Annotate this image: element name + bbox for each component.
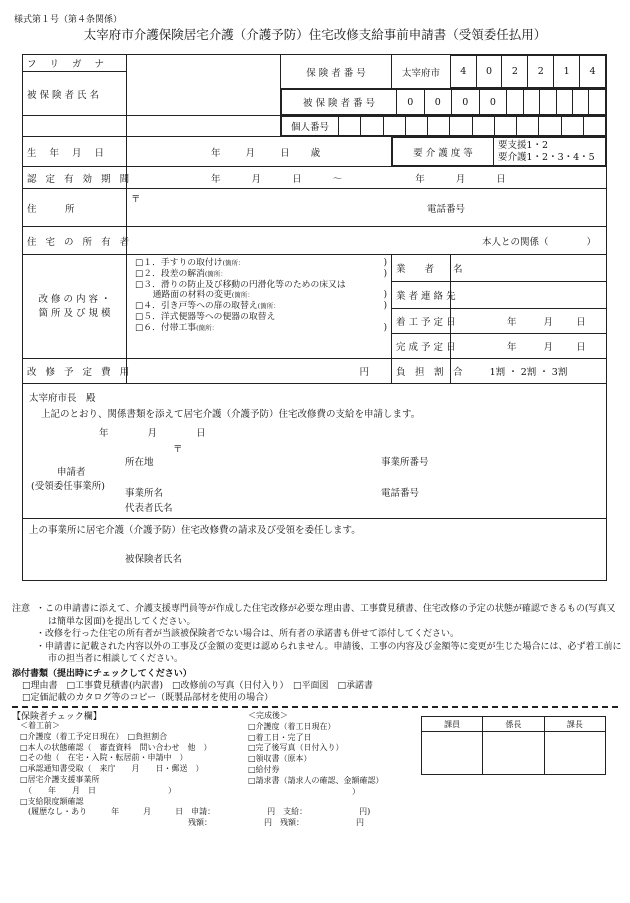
attachments-line-2[interactable]: □定価記載のカタログ等のコピー（既製品部材を使用の場合） (22, 693, 274, 703)
validity-field[interactable]: 年 月 日 〜 年 月 日 (127, 167, 607, 189)
contractor-contact-field[interactable] (451, 282, 607, 309)
notes-section (12, 603, 622, 666)
stamp-box[interactable] (544, 732, 605, 775)
notes-label: 注意 (12, 604, 31, 614)
office-no-label: 事業所番号 (381, 457, 429, 468)
office-phone-label: 電話番号 (381, 488, 420, 499)
stamp-header: 係長 (483, 717, 544, 732)
owner-field[interactable]: 本人との関係（ ） (127, 227, 607, 255)
contractor-label: 業 者 名 (392, 255, 451, 282)
start-date-label: 着 工 予 定 日 (392, 309, 451, 334)
personal-no-row: 個人番号 (281, 116, 607, 137)
insured-name-field[interactable] (127, 55, 281, 116)
insurer-digits: 4 0 2 2 1 4 (451, 55, 607, 89)
start-date-field[interactable]: 年 月 日 (451, 309, 607, 334)
cost-label: 改 修 予 定 費 用 (23, 359, 127, 384)
application-block: 太宰府市長 殿 上記のとおり、関係書類を添えて居宅介護（介護予防）住宅改修費の支給を申請します。 年 月 日 〒 所在地 事業所番号 申請者 (受領委任事業所) 事業所名 電話番号 代表者氏名 (23, 384, 607, 519)
before-check-list[interactable]: ＜着工前＞ □介護度（着工予定日現在） □負担割合 □本人の状態確認（ 審査資料 問い合わせ 他 ） □その他（ 在宅・入院・転居前・申請中 ） □承認通知書受取（ 来庁 月 日・郵送 ） □居宅介護支援事業所 （ 年 月 日 ） □支給限度額確認 (履歴なし・あり 年 月 日 申請： 円 支給： 円) 残額： 円 残額： 円 (20, 721, 371, 828)
insured-digit: 0 (397, 90, 425, 115)
birth-field[interactable]: 年 月 日 歳 (127, 137, 392, 167)
approval-stamp-table (421, 716, 606, 775)
insurer-no-label: 保 険 者 番 号 (281, 55, 392, 89)
end-date-field[interactable]: 年 月 日 (451, 334, 607, 359)
attachments-line-1[interactable]: □理由書 □工事費見積書(内訳書) □改修前の写真（日付入り） □平面図 □承諾書 (22, 681, 374, 691)
validity-label: 認 定 有 効 期 間 (23, 167, 127, 189)
form-number: 様式第１号（第４条関係） (14, 15, 123, 25)
applicant-sub: (受領委任事業所) (31, 481, 105, 492)
note-item: ・この申請書に添えて、介護支援専門員等が作成した住宅改修が必要な理由書、工事費見積書、住宅改修の予定の状態が確認できるもの(写真又は簡単な図面)を提出してください。 (36, 604, 616, 627)
after-check-list[interactable]: ＜完成後＞ □介護度（着工日現在） □着工日・完了日 □完了後写真（日付入り） □領収書（原本） □給付券 □請求書（請求人の確認、金額確認） ） (248, 711, 384, 796)
stamp-header: 課長 (544, 717, 605, 732)
birth-label: 生 年 月 日 (23, 137, 127, 167)
contractor-field[interactable] (451, 255, 607, 282)
burden-options[interactable]: 1割 ・ 2割 ・ 3割 (451, 359, 607, 384)
care-level-row: 要 介 護 度 等 要支援1・2 要介護1・2・3・4・5 (392, 137, 607, 167)
representative-label: 代表者氏名 (125, 503, 173, 514)
attachments-title: 添付書類（提出時にチェックしてください） (12, 669, 192, 679)
stamp-box[interactable] (422, 732, 483, 775)
stamp-header: 課員 (422, 717, 483, 732)
delegation-insured-name: 被保険者氏名 (125, 554, 183, 565)
furigana-label: フ リ ガ ナ (23, 55, 127, 72)
insured-no-row: 被 保 険 者 番 号 0 0 0 0 (281, 89, 607, 116)
cost-field[interactable]: 円 (127, 359, 392, 384)
form-title: 太宰府市介護保険居宅介護（介護予防）住宅改修支給事前申請書（受領委任払用） (83, 27, 547, 42)
renovation-items[interactable]: □１．手すりの取付け(箇所： ) □２．段差の解消(箇所： ) □３．滑りの防止及び移動の円滑化等のための床又は 通路面の材料の変更(箇所： ) □４．引き戸等への扉の取替え(箇所： ) □５．洋式便器等への便器の取替え □６．付帯工事(箇所： ) (127, 255, 392, 359)
application-form-table (22, 54, 607, 581)
addressee: 太宰府市長 殿 (29, 393, 96, 404)
care-level-options[interactable]: 要支援1・2 要介護1・2・3・4・5 (494, 138, 606, 166)
attachments-section (12, 668, 622, 704)
phone-label: 電話番号 (427, 204, 466, 215)
delegation-text: 上の事業所に居宅介護（介護予防）住宅改修費の請求及び受領を委任します。 (29, 525, 361, 536)
end-date-label: 完 成 予 定 日 (392, 334, 451, 359)
note-item: ・申請書に記載された内容以外の工事及び金額の変更は認められません。申請後、工事の内容及び金額等に変更が生じた場合には、必ず着工前に市の担当者に相談してください。 (36, 641, 622, 664)
contractor-contact-label: 業 者 連 絡 先 (392, 282, 451, 309)
address-field[interactable]: 〒 電話番号 (127, 189, 607, 227)
stamp-box[interactable] (483, 732, 544, 775)
insurer-name: 太宰府市 (392, 55, 451, 89)
delegation-block (23, 519, 607, 581)
insurer-check-title: 【保険者チェック欄】 (12, 712, 102, 722)
address-label: 住 所 (23, 189, 127, 227)
application-date[interactable]: 年 月 日 (99, 428, 206, 439)
insured-name-label: 被保険者氏名 (23, 72, 127, 116)
location-label: 所在地 (125, 457, 154, 468)
office-name-label: 事業所名 (125, 488, 164, 499)
applicant-label: 申請者 (57, 467, 86, 478)
burden-label: 負 担 割 合 (392, 359, 451, 384)
application-statement: 上記のとおり、関係書類を添えて居宅介護（介護予防）住宅改修費の支給を申請します。 (41, 409, 421, 420)
renovation-label: 改 修 の 内 容 ・ 箇 所 及 び 規 模 (23, 255, 127, 359)
owner-label: 住 宅 の 所 有 者 (23, 227, 127, 255)
note-item: ・改修を行った住宅の所有者が当該被保険者でない場合は、所有者の承諾書も併せて添付してください。 (36, 629, 460, 639)
cut-line (12, 706, 618, 708)
